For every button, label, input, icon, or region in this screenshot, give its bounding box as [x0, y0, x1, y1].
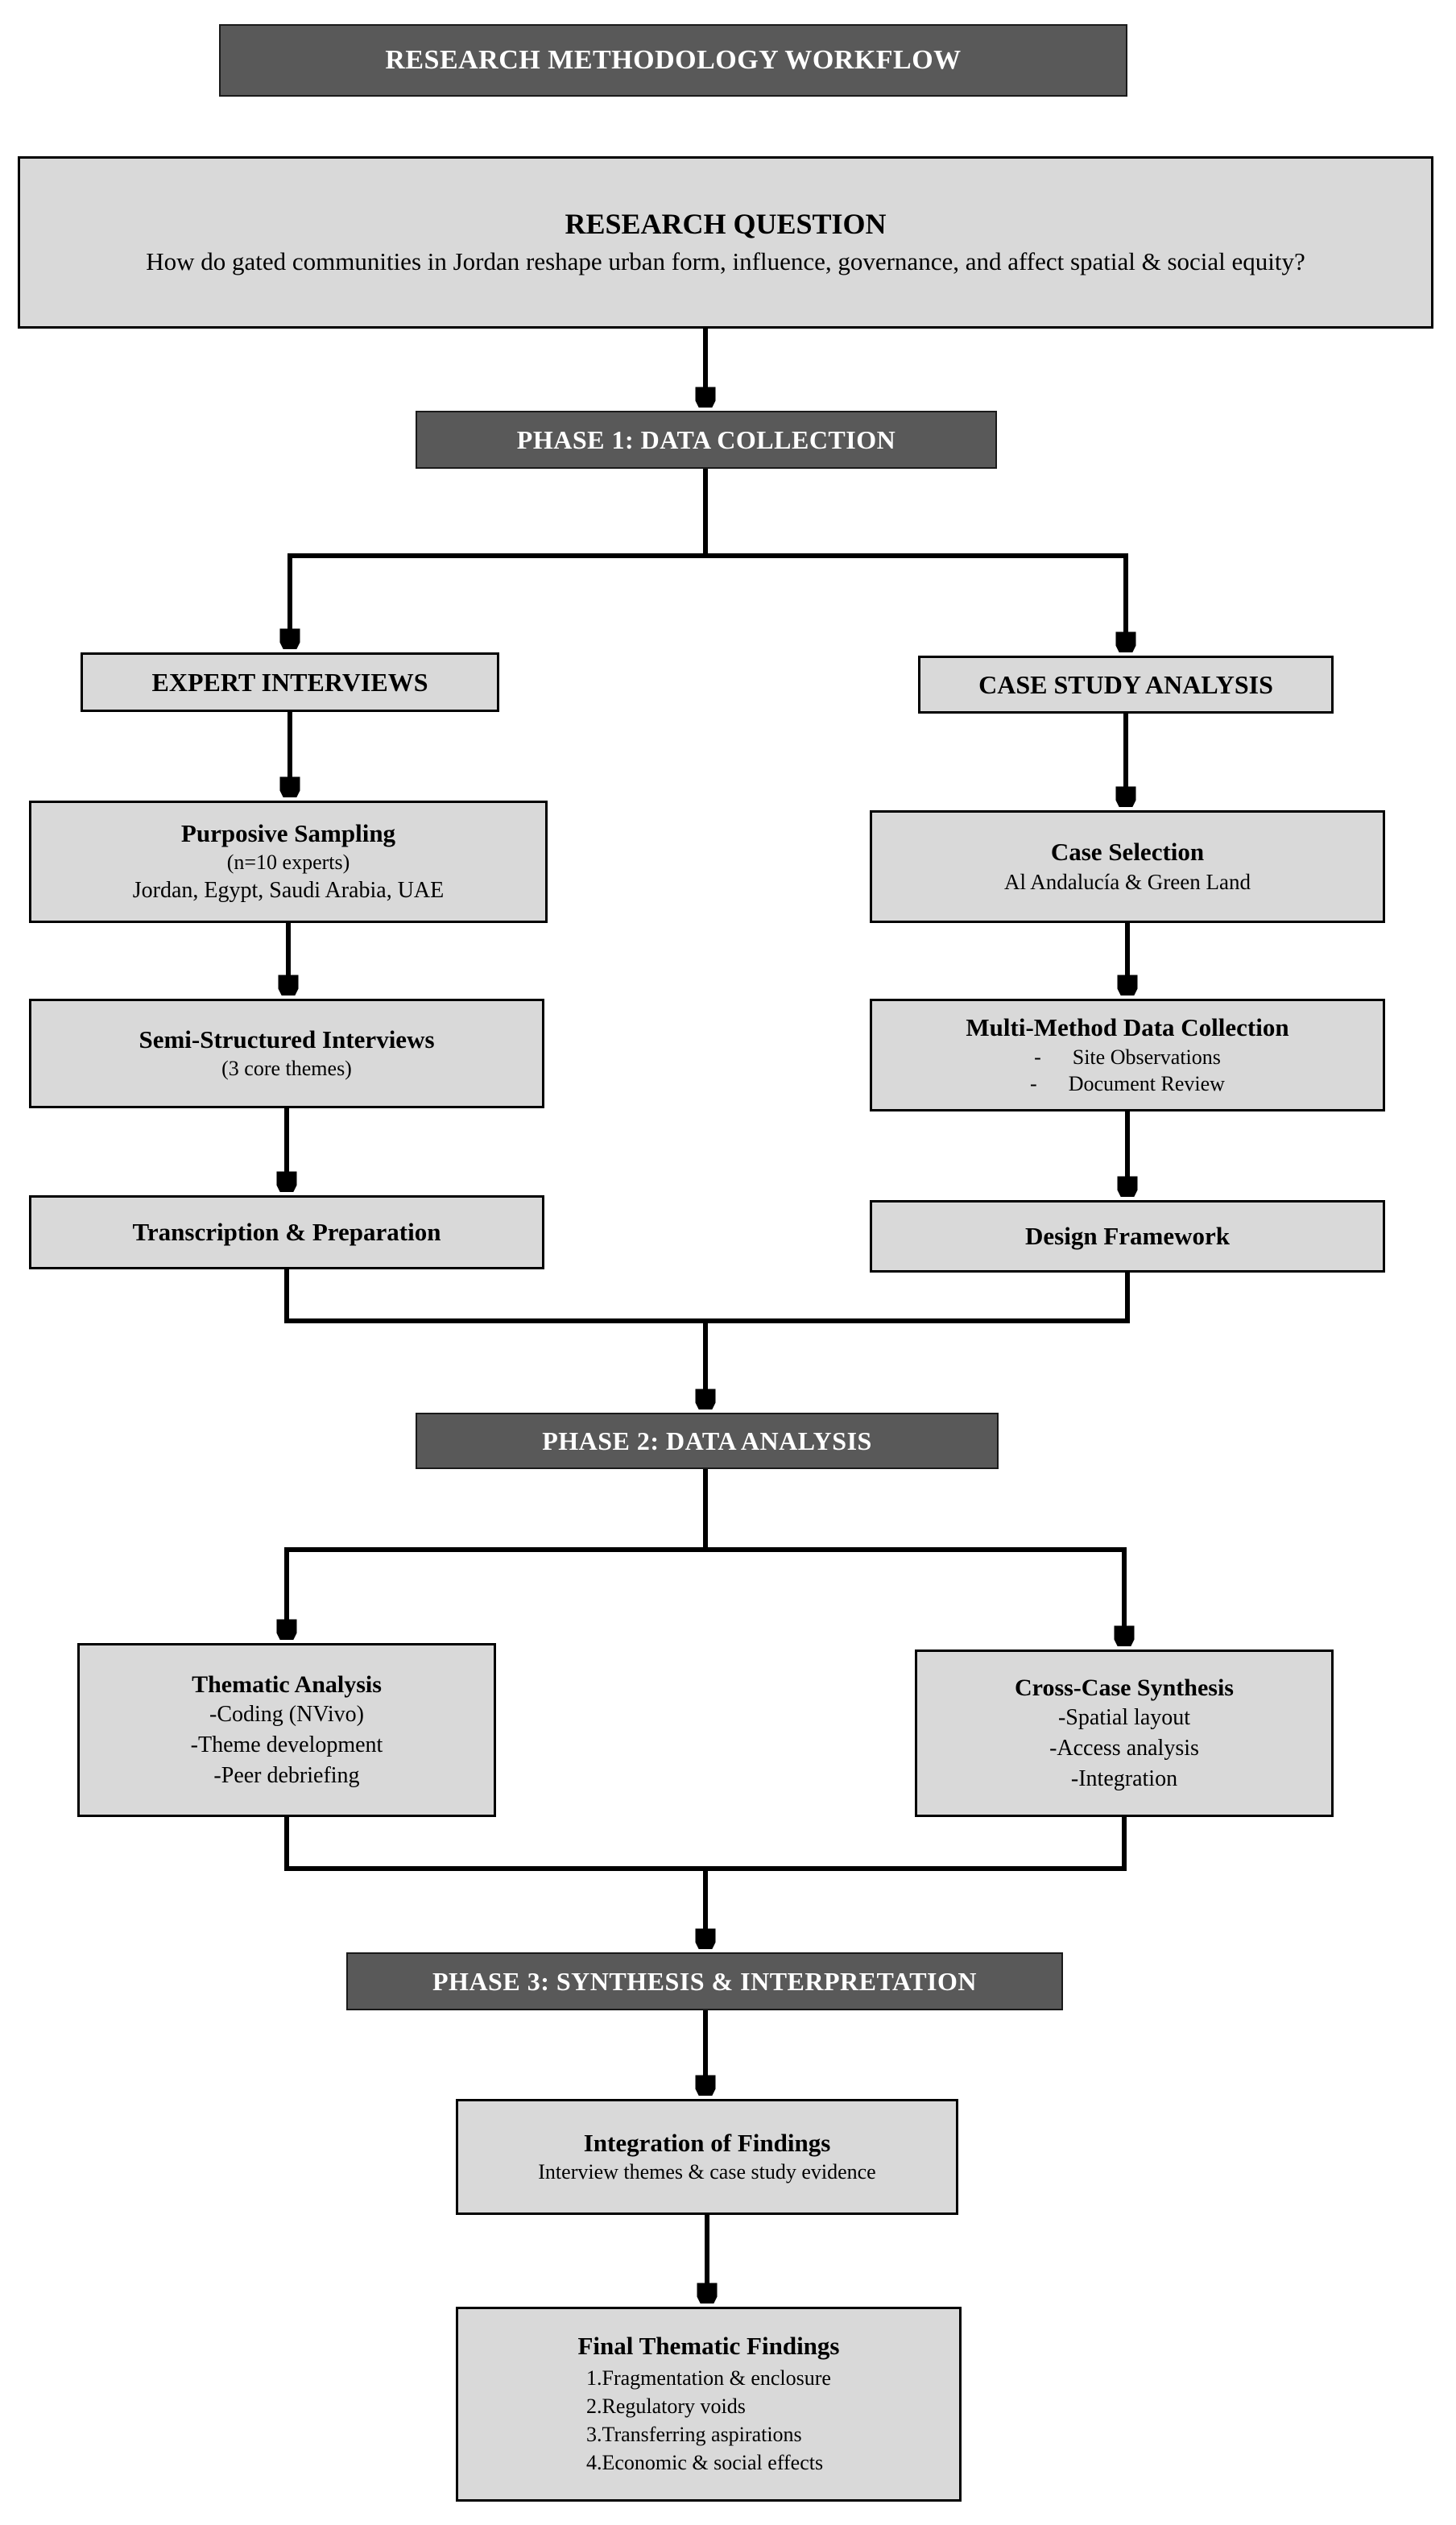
phase3-banner: PHASE 3: SYNTHESIS & INTERPRETATION — [346, 1952, 1063, 2010]
box-line: Interview themes & case study evidence — [538, 2160, 876, 2184]
multi-method-data-collection-box — [870, 999, 1385, 1111]
transcription-preparation-box — [29, 1195, 544, 1269]
box-line: Jordan, Egypt, Saudi Arabia, UAE — [132, 878, 445, 904]
box-title: Semi-Structured Interviews — [139, 1024, 435, 1053]
thematic-analysis-box — [77, 1643, 496, 1817]
design-framework-box — [870, 1200, 1385, 1273]
phase2-banner: PHASE 2: DATA ANALYSIS — [416, 1413, 999, 1469]
case-selection-box — [870, 810, 1385, 923]
box-line: -Spatial layout — [1057, 1705, 1191, 1731]
purposive-sampling-box — [29, 801, 548, 923]
box-line: - Site Observations — [1034, 1045, 1221, 1069]
box-title: Case Selection — [1050, 838, 1205, 867]
research-question-box — [18, 156, 1433, 329]
branch-phase1-elbow — [290, 469, 1126, 556]
box-line: -Access analysis — [1049, 1735, 1199, 1761]
box-title: Final Thematic Findings — [577, 2332, 840, 2361]
box-line: - Document Review — [1030, 1072, 1225, 1096]
research-question-body: How do gated communities in Jordan reshape urban form, influence, governance, and affect spatial & social equity? — [146, 247, 1305, 276]
box-title: Design Framework — [1025, 1221, 1230, 1250]
title-banner: RESEARCH METHODOLOGY WORKFLOW — [219, 24, 1127, 97]
case-study-analysis-header: CASE STUDY ANALYSIS — [918, 656, 1334, 714]
box-title: Multi-Method Data Collection — [966, 1012, 1289, 1041]
merge-phase2-elbow — [287, 1817, 1124, 1869]
branch-phase2-elbow — [287, 1469, 1124, 1550]
final-finding-item: 4.Economic & social effects — [586, 2451, 824, 2475]
box-line: Al Andalucía & Green Land — [1004, 869, 1251, 894]
merge-phase1-elbow — [287, 1269, 1127, 1321]
cross-case-synthesis-box — [915, 1650, 1334, 1817]
phase1-banner: PHASE 1: DATA COLLECTION — [416, 411, 997, 469]
box-title: Integration of Findings — [583, 2128, 831, 2157]
box-title: Thematic Analysis — [192, 1670, 382, 1698]
box-line: -Theme development — [190, 1732, 383, 1757]
box-line: (n=10 experts) — [226, 851, 350, 875]
final-finding-item: 2.Regulatory voids — [586, 2395, 746, 2419]
box-line: -Coding (NVivo) — [209, 1702, 364, 1728]
final-findings-list — [586, 2364, 831, 2477]
box-line: -Peer debriefing — [213, 1762, 360, 1788]
final-finding-item: 3.Transferring aspirations — [586, 2423, 802, 2447]
integration-of-findings-box — [456, 2099, 958, 2215]
expert-interviews-header: EXPERT INTERVIEWS — [81, 652, 499, 712]
box-line: -Integration — [1070, 1765, 1178, 1791]
final-thematic-findings-box — [456, 2307, 962, 2502]
box-title: Transcription & Preparation — [132, 1217, 441, 1246]
box-title: Purposive Sampling — [180, 818, 396, 847]
semi-structured-interviews-box — [29, 999, 544, 1108]
research-question-title: RESEARCH QUESTION — [565, 208, 887, 241]
box-title: Cross-Case Synthesis — [1015, 1674, 1234, 1701]
box-line: (3 core themes) — [221, 1057, 352, 1081]
final-finding-item: 1.Fragmentation & enclosure — [586, 2366, 831, 2390]
